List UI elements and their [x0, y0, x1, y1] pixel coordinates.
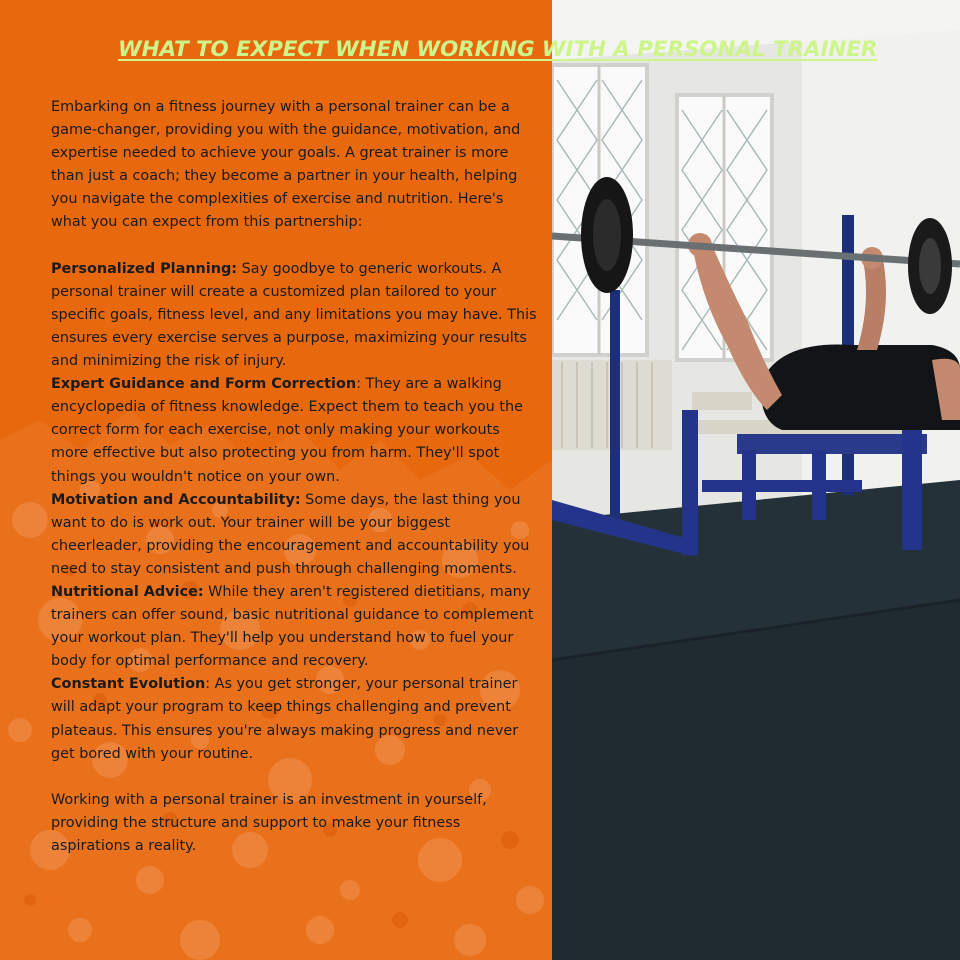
section-heading: Expert Guidance and Form Correction [51, 376, 357, 393]
section-text: Some days, the last thing you want to do is work out. Your trainer will be your biggest cheerleader, providing the encouragement and accountability you need to stay consistent and push through challenging moments. [51, 491, 530, 577]
section-heading: Nutritional Advice: [51, 583, 204, 600]
intro-paragraph: Embarking on a fitness journey with a personal trainer can be a game-changer, providing you with the guidance, motivation, and expertise needed to achieve your goals. A great trainer is more than just a coach; they become a partner in your health, helping you navigate the complexities of exercise and nutrition. Here's what you can expect from this partnership: [51, 99, 521, 231]
paragraph-gap [51, 235, 541, 258]
closing-paragraph: Working with a personal trainer is an investment in yourself, providing the structure and support to make your fitness aspirations a reality. [51, 791, 487, 854]
section-text: : As you get stronger, your personal trainer will adapt your program to keep things challenging and prevent plateaus. This ensures you're always making progress and never get bored with your routine. [51, 676, 519, 762]
section-heading: Personalized Planning: [51, 260, 238, 277]
paragraph-gap [51, 766, 541, 789]
section-heading: Motivation and Accountability: [51, 491, 301, 508]
section-motivation [51, 489, 541, 581]
section-personalized-planning [51, 258, 541, 373]
section-text: Say goodbye to generic workouts. A personal trainer will create a customized plan tailored to your specific goals, fitness level, and any limitations you may have. This ensures every exercise serves a purpose, maximizing your results and minimizing the risk of injury. [51, 260, 537, 370]
gym-bench-press-photo [552, 0, 960, 960]
section-text: : They are a walking encyclopedia of fitness knowledge. Expect them to teach you the correct form for each exercise, not only making your workouts more effective but also protecting you from harm. They'll spot things you wouldn't notice on your own. [51, 376, 523, 485]
page-title: WHAT TO EXPECT WHEN WORKING WITH A PERSONAL TRAINER [118, 37, 878, 62]
section-constant-evolution [51, 673, 541, 765]
section-expert-guidance [51, 373, 541, 488]
section-heading: Constant Evolution [51, 676, 206, 693]
article-body [51, 96, 541, 858]
section-text: While they aren't registered dietitians, many trainers can offer sound, basic nutritional guidance to complement your workout plan. They'll help you understand how to fuel your body for optimal performance and recovery. [51, 583, 534, 670]
section-nutritional-advice [51, 581, 541, 673]
